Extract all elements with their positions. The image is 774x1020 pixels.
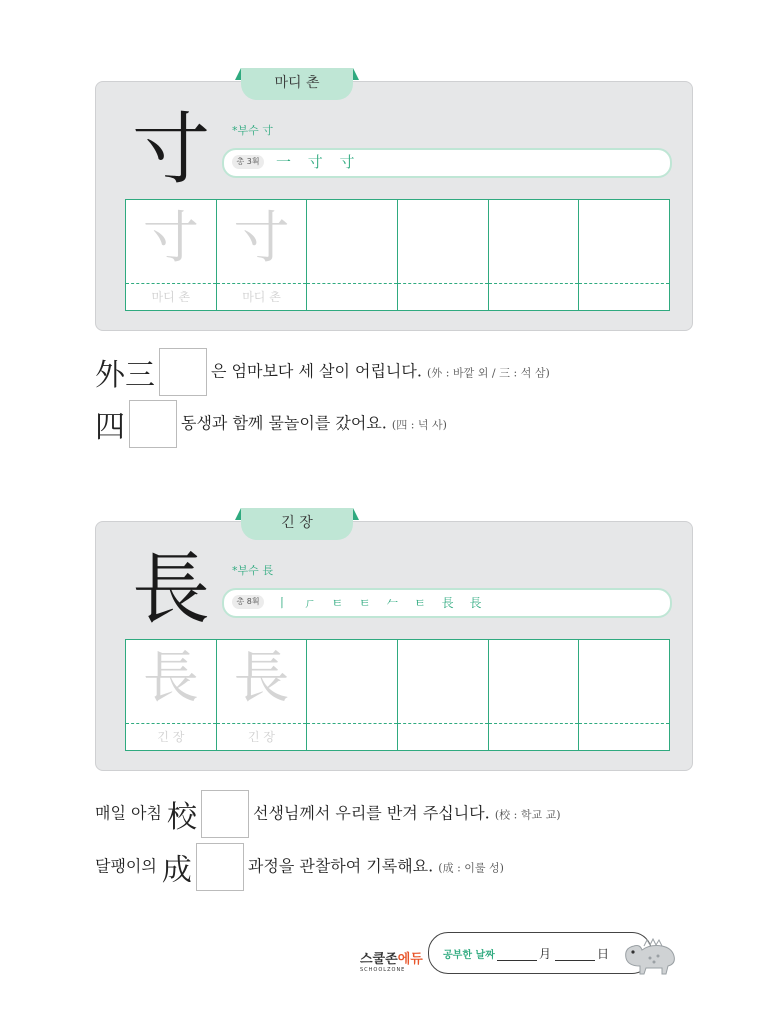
guide-line [126, 723, 216, 724]
guide-line [489, 283, 579, 284]
guide-line [579, 723, 669, 724]
trace-cell[interactable] [126, 200, 217, 310]
sentence-text: 동생과 함께 물놀이를 갔어요. [181, 413, 387, 433]
answer-box[interactable] [129, 400, 177, 448]
sentence-lead: 매일 아침 [95, 803, 167, 823]
sentence-hanja: 成 [161, 853, 192, 888]
sentence-text: 은 엄마보다 세 살이 어립니다. [211, 361, 422, 381]
writing-cell[interactable] [489, 640, 580, 750]
card-tab-title: 긴 장 [241, 508, 353, 540]
ghost-sound: 마디 촌 [242, 290, 281, 304]
sentence-hanja: 校 [167, 800, 197, 835]
sentence-hint: (成 : 이룰 성) [438, 861, 504, 875]
date-label: 공부한 날짜 [443, 950, 495, 961]
day-field[interactable] [555, 960, 595, 961]
writing-cell[interactable] [307, 200, 398, 310]
guide-line [307, 723, 397, 724]
writing-grid [125, 639, 670, 751]
sentence-hanja: 四 [95, 410, 125, 445]
ghost-hanja: 長 [142, 646, 199, 711]
stroke-order-bar [222, 588, 672, 618]
sentence-hanja: 外三 [95, 358, 155, 393]
trace-cell[interactable] [217, 200, 308, 310]
main-hanja: 長 [132, 545, 211, 635]
writing-cell[interactable] [579, 200, 669, 310]
guide-line [489, 723, 579, 724]
sentence-hint: (四 : 넉 사) [391, 418, 447, 432]
trace-cell[interactable] [126, 640, 217, 750]
guide-line [126, 283, 216, 284]
day-label: 日 [597, 947, 610, 961]
month-field[interactable] [497, 960, 537, 961]
ghost-sound: 긴 장 [248, 730, 275, 744]
card-tab-title: 마디 촌 [241, 68, 353, 100]
guide-line [217, 723, 307, 724]
main-hanja: 寸 [132, 105, 211, 195]
answer-box[interactable] [159, 348, 207, 396]
writing-cell[interactable] [489, 200, 580, 310]
sentence-text: 선생님께서 우리를 반겨 주십니다. [253, 803, 490, 823]
sentence-4 [95, 843, 504, 891]
logo-accent: 에듀 [397, 952, 423, 967]
sentence-hint: (校 : 학교 교) [494, 808, 561, 822]
month-label: 月 [539, 947, 552, 961]
sentence-1 [95, 348, 550, 396]
study-date-box [428, 932, 652, 974]
guide-line [398, 723, 488, 724]
answer-box[interactable] [196, 843, 244, 891]
ghost-hanja: 長 [233, 646, 290, 711]
practice-card-2 [95, 515, 693, 771]
sentence-2 [95, 400, 447, 448]
ghost-sound: 긴 장 [157, 730, 185, 744]
writing-cell[interactable] [307, 640, 398, 750]
writing-cell[interactable] [398, 640, 489, 750]
stroke-sequence: 丨 ㄏ ㅌ ㅌ 𠂉 ㅌ 長 長 [276, 596, 488, 610]
guide-line [307, 283, 397, 284]
stroke-sequence: 一 寸 寸 [276, 153, 361, 171]
guide-line [217, 283, 307, 284]
writing-grid [125, 199, 670, 311]
dinosaur-mascot-icon [620, 934, 676, 976]
ghost-sound: 마디 촌 [151, 290, 191, 304]
stroke-count-badge: 총 3획 [232, 155, 264, 169]
logo-sub: SCHOOLZONE [360, 967, 406, 973]
sentence-lead: 달팽이의 [95, 856, 162, 876]
writing-cell[interactable] [579, 640, 669, 750]
stroke-order-bar [222, 148, 672, 178]
sentence-hint: (外 : 바깥 외 / 三 : 석 삼) [427, 366, 550, 380]
radical-label: *부수 寸 [232, 124, 274, 137]
practice-card-1 [95, 75, 693, 331]
sentence-text: 과정을 관찰하여 기록해요. [247, 856, 434, 876]
radical-label: *부수 長 [232, 564, 274, 577]
stroke-count-badge: 총 8획 [232, 595, 264, 609]
ghost-hanja: 寸 [233, 206, 290, 271]
publisher-logo [360, 948, 423, 973]
guide-line [579, 283, 669, 284]
guide-line [398, 283, 488, 284]
logo-main: 스쿨존 [360, 952, 398, 967]
writing-cell[interactable] [398, 200, 489, 310]
sentence-3 [95, 790, 561, 838]
ghost-hanja: 寸 [142, 206, 199, 271]
trace-cell[interactable] [217, 640, 308, 750]
answer-box[interactable] [201, 790, 249, 838]
